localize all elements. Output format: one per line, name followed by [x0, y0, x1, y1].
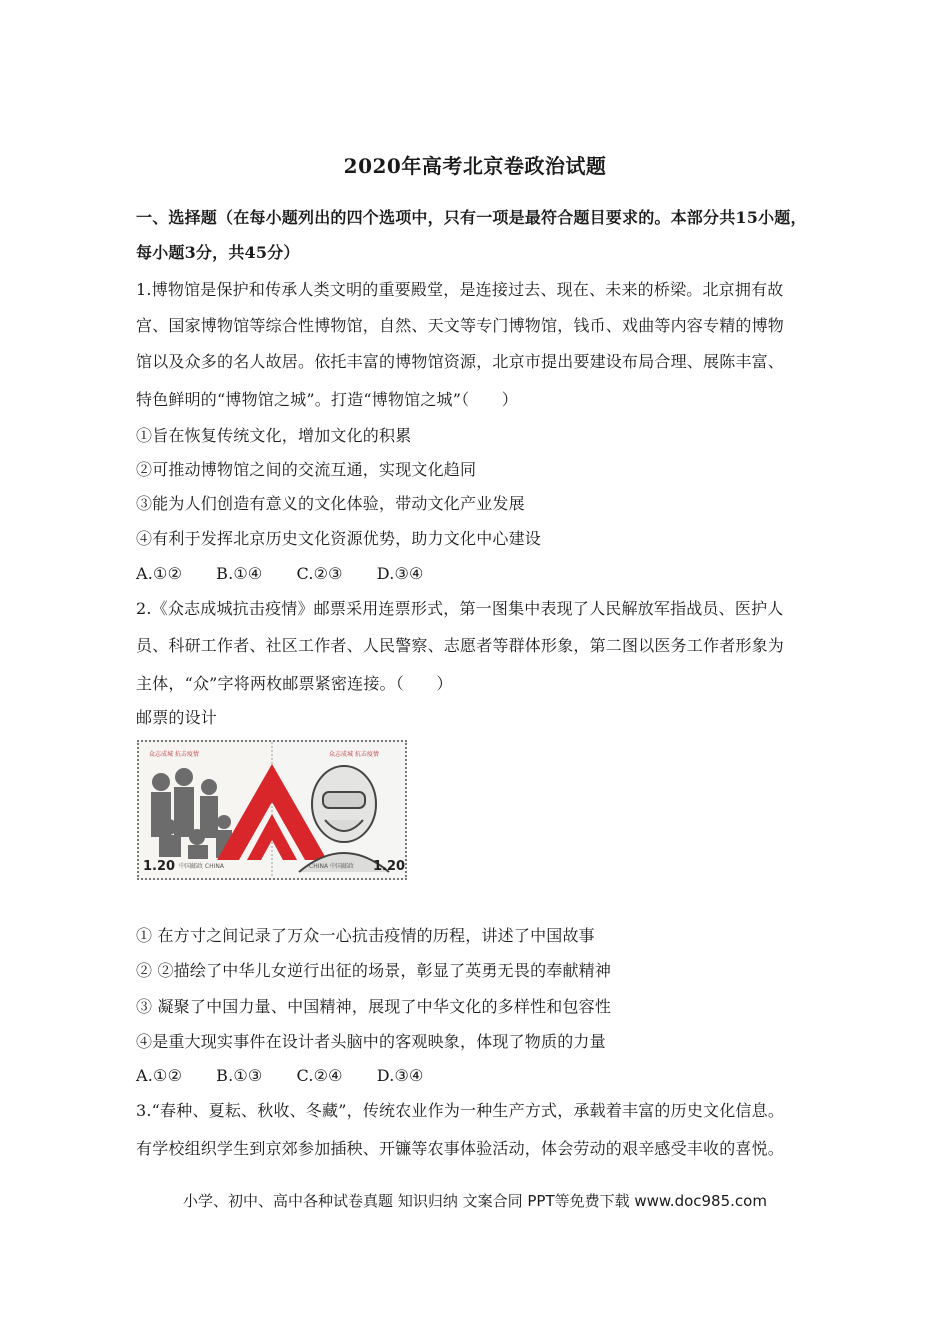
q1-stem-line: 宫、国家博物馆等综合性博物馆，自然、天文等专门博物馆，钱币、戏曲等内容专精的博物: [136, 316, 785, 335]
section-heading-line-1: 一、选择题（在每小题列出的四个选项中，只有一项是最符合题目要求的。本部分共15小题，: [136, 208, 807, 227]
q2-option-c: C.②④: [296, 1066, 343, 1085]
q2-item: ① 在方寸之间记录了万众一心抗击疫情的历程，讲述了中国故事: [136, 926, 595, 945]
q1-item: ②可推动博物馆之间的交流互通，实现文化趋同: [136, 460, 477, 479]
stamp-left-denomination: 1.20: [143, 859, 176, 874]
q2-item: ③ 凝聚了中国力量、中国精神，展现了中华文化的多样性和包容性: [136, 997, 612, 1016]
q1-item: ①旨在恢复传统文化，增加文化的积累: [136, 426, 412, 445]
q3-stem-line: 有学校组织学生到京郊参加插秧、开镰等农事体验活动，体会劳动的艰辛感受丰收的喜悦。: [136, 1139, 785, 1158]
q3-stem-line: 3.“春种、夏耘、秋收、冬藏”，传统农业作为一种生产方式，承载着丰富的历史文化信息。: [136, 1101, 785, 1120]
stamp-right-denomination: 1.20: [373, 859, 405, 874]
q2-stem-line: 主体，“众”字将两枚邮票紧密连接。（ ）: [136, 674, 453, 693]
q1-item: ③能为人们创造有意义的文化体验，带动文化产业发展: [136, 494, 525, 513]
q2-option-a: A.①②: [136, 1066, 183, 1085]
q1-item: ④有利于发挥北京历史文化资源优势，助力文化中心建设: [136, 529, 542, 548]
q2-option-d: D.③④: [376, 1066, 424, 1085]
q1-stem-line: 特色鲜明的“博物馆之城”。打造“博物馆之城”（ ）: [136, 390, 518, 409]
q2-stem-line: 员、科研工作者、社区工作者、人民警察、志愿者等群体形象，第二图以医务工作者形象为: [136, 636, 785, 655]
stamp-image: [137, 740, 407, 880]
stamp-left-country: 中国邮政 CHINA: [179, 863, 224, 870]
q2-image-caption: 邮票的设计: [136, 708, 218, 727]
stamp-illustration: [139, 742, 405, 878]
stamp-right-header: 众志成城 抗击疫情: [329, 751, 379, 758]
q1-stem-line: 1.博物馆是保护和传承人类文明的重要殿堂，是连接过去、现在、未来的桥梁。北京拥有故: [136, 280, 784, 299]
stamp-right-country: CHINA 中国邮政: [309, 863, 354, 870]
q1-option-d: D.③④: [376, 564, 424, 583]
page-title: 2020年高考北京卷政治试题: [343, 154, 607, 178]
q1-option-c: C.②③: [296, 564, 343, 583]
stamp-left-header: 众志成城 抗击疫情: [149, 751, 199, 758]
q2-option-b: B.①③: [216, 1066, 263, 1085]
q2-item: ④是重大现实事件在设计者头脑中的客观映象，体现了物质的力量: [136, 1032, 606, 1051]
q1-stem-line: 馆以及众多的名人故居。依托丰富的博物馆资源，北京市提出要建设布局合理、展陈丰富、: [136, 352, 785, 371]
q1-option-a: A.①②: [136, 564, 183, 583]
q2-stem-line: 2.《众志成城抗击疫情》邮票采用连票形式，第一图集中表现了人民解放军指战员、医护人: [136, 599, 784, 618]
q2-item: ② ②描绘了中华儿女逆行出征的场景，彰显了英勇无畏的奉献精神: [136, 961, 612, 980]
section-heading-line-2: 每小题3分，共45分）: [136, 243, 300, 262]
footer-text: 小学、初中、高中各种试卷真题 知识归纳 文案合同 PPT等免费下载 www.doc985.com: [183, 1192, 767, 1210]
q1-option-b: B.①④: [216, 564, 263, 583]
q1-options: [136, 564, 826, 584]
q2-options: [136, 1066, 826, 1086]
